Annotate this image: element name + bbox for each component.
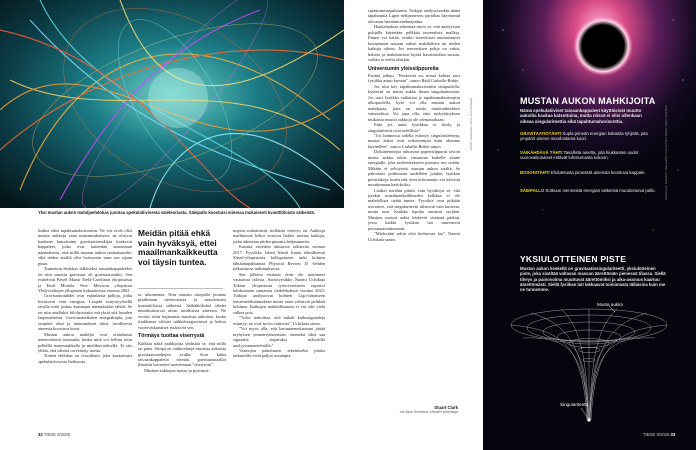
box-item-key: SÄIKÄHDÄVÄ TÄHTI (520, 150, 563, 155)
paragraph: Mustan aukon mahdjat ovat eräänlaisia nemeroiketoi toteuunta, koska niitä voi leflitta esiin pelkällä matematiikalla ja mielikuvituksella. Ei siis yllätä, että ideoita on esitetty useita. (38, 331, 132, 353)
space-illustration (483, 0, 696, 450)
paragraph: Kaikkia näitä mahkijoita yhdistää se, että niillä on pinta. Siinpä on vaihtoehtoja mustista aukoista gravitaatioaaltojen avulla. Kun kaksi taivaankappaletta törmää, gravitaatioaallot ilmaisin havaitsee tuotteenaan "viserrystä". (138, 340, 226, 368)
paragraph: ta, aikoinenea. Niin sanottu säiepallo juontaa pisalleman säieteoriasta ja muodostuisi kvanttitiloista säikeistä. Säikähtökehot tähdet muodostuisivat aivan tavallisista aineesta. Ne eroaisi tosin hajanaisia mustista aukoista, koska tiiukkansa välisiet säikkehnegoottriset ja heikot vuorovaikutukset estäisivät sen. (138, 292, 226, 330)
paragraph: Tunnetuin ehdokas tällaiseksi taivaankappaleeksi on niin sanottu gravastar eli gravitaatiotähti. Sen esittelivät Pawel Mazur Etelä-Carolinan yliopistosta ja Emil Mottola New Mexicon yliopiston Yhdysvaltojen yliopiston kokouksessa vuonna 2002. (38, 266, 132, 293)
paragraph: Varmojen päätelmien tekemiseksi pitäisi tarkastella vielä paljon useampia (233, 347, 325, 359)
paragraph: Kaiusta esitettiin alustavia todisteita vuonna 2017. Fyysikko Jahed Abedi Iranin teknillisestä Sharif-yliopistosta kollegoineen tutki kolmea tähtäintapahtumaa Physical Review D -lehden julkaistussa tutkimuksessa. (233, 244, 325, 272)
box-item-key: GRAVITAATIOTÄHTI (520, 131, 562, 136)
article-column-1 (38, 228, 132, 428)
magazine-name: TIEDE 9/2025 (643, 432, 670, 437)
paragraph: Gravitaatiotähdet ovat eräänlaisia palloja, jotka koostuvat vain energiaa. Laajalti esitystyylisellä tavalla niitä joskus kutsutaan näennäisiksi tähtiä. Se on niin anelluksi kilohyöstaito esityksiä sitä kuuden laajennetuista. Gravitaatiotähtien energiakupla, jota ympäröi ohut ja äärimmäisen tiheä, tavallisesta aineesta koostuva kuori. (38, 293, 132, 332)
box-item-gravitaatiotahti (520, 131, 658, 142)
singularity-text: Mustan aukon keskellä on gravitaatiosingulariteetti, yksiulotteinen piste, joka sisältää valtavan massan äärettömän pienessä tilassa. Siellä tiheys ja painovoima muuttuvat äärettömiksi ja aika-avaruus kaartuu äärettömästi. Siellä fysiikan lait lakkaavat toimimasta tällaisina kuin me ne tunnemme. (520, 266, 666, 293)
box-item-bosonitahti (520, 170, 658, 175)
paragraph: Hankaluuksia aiheuttaa myös se, että analyysien pohjalla käytetään pelkkää teoreettisia malleja. Emme voi tietää, ovatko teoreettiset ominaisuuset kuvaamaan mustan aukon mahdollisia tai niiden kaikuja oikein. Jos teoreettisen pohja on väärä, haluttu ja mahdottoma löytää havainnollan suoraa, vaikka se sieltä olisikin. (368, 24, 460, 63)
paragraph: lisäksi eden tapahtumahorisontin. Ne siis eivät olisi mustia aukkoja vaan nimenmukaisesti, ne olisivat kaukana katsottuina gravitaatiotutkijaa koskevat kappaleet, jotka ovat kuitenkin ainoastaan näennäisesti, että niillä mustan aukon ominaisuudet, eikä niiden sisällä olisi horisontin vaan sen sijaan pinta. (38, 228, 132, 266)
article-column-4 (368, 8, 460, 403)
paragraph: "Jos lunmossa todella esiintyy singulariteetteja, mustat aukot ovat erikoisempia kuin olemme kuvitelleet", sanoo Carballo-Rubio sanoo. (368, 133, 460, 149)
label-singulariteetti: Singulariteetti (560, 402, 588, 407)
pull-quote-divider (138, 288, 223, 289)
paragraph: Mustien aukkojen massa ja pyörimis- (144, 367, 210, 373)
article-column-2 (138, 292, 226, 428)
paragraph: Entä jos uutta fysiikkaa ei löydy ja singulariteetit ovat todellisia? (368, 122, 460, 133)
photo-credit-right: Shutterstock, ilustrations: Mark Garlick / Science Photo Library / Alamy / mammoth (665, 105, 668, 200)
photo-credit-left: KUVAT: Vasemmalta: NASA / ESA / Unsplash (470, 97, 473, 150)
paragraph: nopeus määrittävät, millaista viserrys on. Aukkoja mallintavat kehot voisivat lisäksi tuottaa kaikuja, jotka aiheuttaa niiden pintasta heijastuneita. (233, 228, 325, 244)
folio-right (643, 432, 675, 437)
magazine-name: TIEDE 9/2025 (43, 432, 71, 437)
box-item-text: Sotkuun menneistä energian säikeistä muodostunut pallo. (545, 188, 656, 193)
pull-quote: Meidän pitää ehkä vain hyväksyä, ettei maailmankaikkeutta voi täysin tuntea. (138, 228, 218, 267)
paragraph: sulautumistapahtumia. Tutkijat analysoivatkin nämä tapahtumia Ligon nelijännesen, parnikas häyvinnud olevansa havainnonteknajuttua. (368, 8, 460, 24)
paragraph: "Mielestäni sekin olisi kiehtovaa lua", Naomi Uchikata sanoo. (368, 231, 460, 242)
paragraph: Jos niin käy tapahtumahorisontin sisäpuolella, kyseessä on musta aukko ilman singulaarisuutta. Jos uusi fysiikka vaikuttaa jo tapahtumahorisontin ulkopuolella, kyse voi olla mustan aukon mahdjaata, joita on useita muidoinkiekheo vaintoehtoa. Voi jopa olla, ettei mykyäsityksen mukaisia mustia aukkoja ole olemassakaan. (368, 83, 460, 122)
box-item-key: BOSONITÄHTI (520, 170, 550, 175)
paragraph: Sen jälkeen etsinnät eivät ole tuottaneet vastaavaa tulosta. Astrofyysikko Naomi Uchikata Tokion yliopistosta työtovereineen raportoi tuloksistaan samasssa tiedelehdessä vuonna 2023. Tutkijat analysoivat kolmen Ligo-ilmaiseen havaintotähtäimuksen mutta vaan valasivat pelkkää kohinaa. Kaikujen mahdollisuutta ei voi silti vielä sulkea pois. (233, 271, 325, 315)
subheading: Törmäys tuottaa viserrystä (138, 333, 205, 340)
singularity-title: YKSIULOTTEINEN PISTE (520, 254, 627, 264)
paragraph: Lisäksi meidän pitäisi vain hyväksyä se, että jotakin maailmankaikkeuden kolkkaa ei ole mahdollista tietää tuntea. Fyysikot ovat pitkään toivoneet, että singulariteetit ulistuvat vain kuiteeta, mutta uusi fysiikka lopulta onnistui syrjään. Mustien mustat aukot kätkevät sisäänsä paikan, jossa kaikki fysiikan lait murenevat persuastamattomaati. (368, 187, 460, 231)
page-number: 33 (670, 432, 676, 437)
hero-image (0, 0, 344, 208)
box-item-key: SÄIEPALLO (520, 188, 545, 193)
author-signature (378, 405, 458, 415)
box-intro: Nämä spekulatiiviset taivaankappaleet käyttäisivät muutto aukoilta kaukaa katsottuina, mutta niissä ei olisi ollenkaan oikeaa singulariteettia eikä tapahtumahorisonttia. (520, 108, 642, 124)
paragraph: "Tulos tarkoittaa, että mikäli kaikusignaaleja esiintyy, ne ovat hyvin vaimeita", Uchikata sanoo. (233, 315, 325, 326)
article-column-3 (233, 228, 325, 428)
author-name: Stuart Clark (434, 405, 458, 410)
box-item-saikahtava-tahti (520, 150, 658, 161)
box-item-text: Tavallista ainetta, jota hiukkasten oudot vuorovaikutukset estävät luhistumasta kokoon. (520, 150, 639, 161)
label-musta-aukko: Musta aukko (597, 302, 624, 307)
sidebar-panel (483, 0, 696, 450)
paragraph: Etsintä jatkuu. "Keskeistä on, missä kohtaa uusi fysiikka astuu kuvaan", sanoo Raúl Carballo-Rubio. (368, 73, 460, 84)
folio-left (38, 432, 70, 437)
box-item-saiepallo (520, 188, 658, 193)
paragraph: Toinen ehdokas on fossiilinen, joka kasaantuisi spekulatiivisesta lisäksesta (38, 353, 132, 364)
box-item-text: Ehdotetusta pimeästä aineesta koostuva kappale. (550, 170, 646, 175)
paragraph: Dokumenttejaa tuhoavan paperisilppurin tavoin musta aukko tekisi vastaavaa kaikelle siinne energialle, joka nieleeneekseen putoaisi sen sisään. Mikään ei selviytyisi mustan aukon sisältä. Se pakottaisi pohtimaan uudelleen jotakin fysiikan peruslakeja, kuten sitä, ettei informaatio voi kätvistä muuttumaan kadoksiksi. (368, 149, 460, 188)
paragraph: "Voi myös olla, että kaiuntaemekanismi jättää myhyisen ymmärrykseemme, emmekä siksi saa signaalia siepatuksi nykyisillä analyysimenetelmillä." (233, 326, 325, 348)
page-number: 32 (38, 432, 43, 437)
subheading: Universumin yleissilppureita (368, 65, 439, 72)
box-title: MUSTAN AUKON MAHKIJOITA (520, 96, 656, 106)
hero-caption: Yksi mustan aukon mahdjaehdokas juontaa spekulatiivisesta säieteoriasta. Säiepallo koostuisi mineraa mukaisesti kvanttitiloista säikeistä. (38, 210, 315, 215)
box-item-text: Kupla pimeän energian kaltaista tyhjiötä, jota ympäröi aineen muodostama kuori. (520, 131, 648, 142)
author-description: on New Scientist -lehden toimittaja (399, 410, 458, 415)
